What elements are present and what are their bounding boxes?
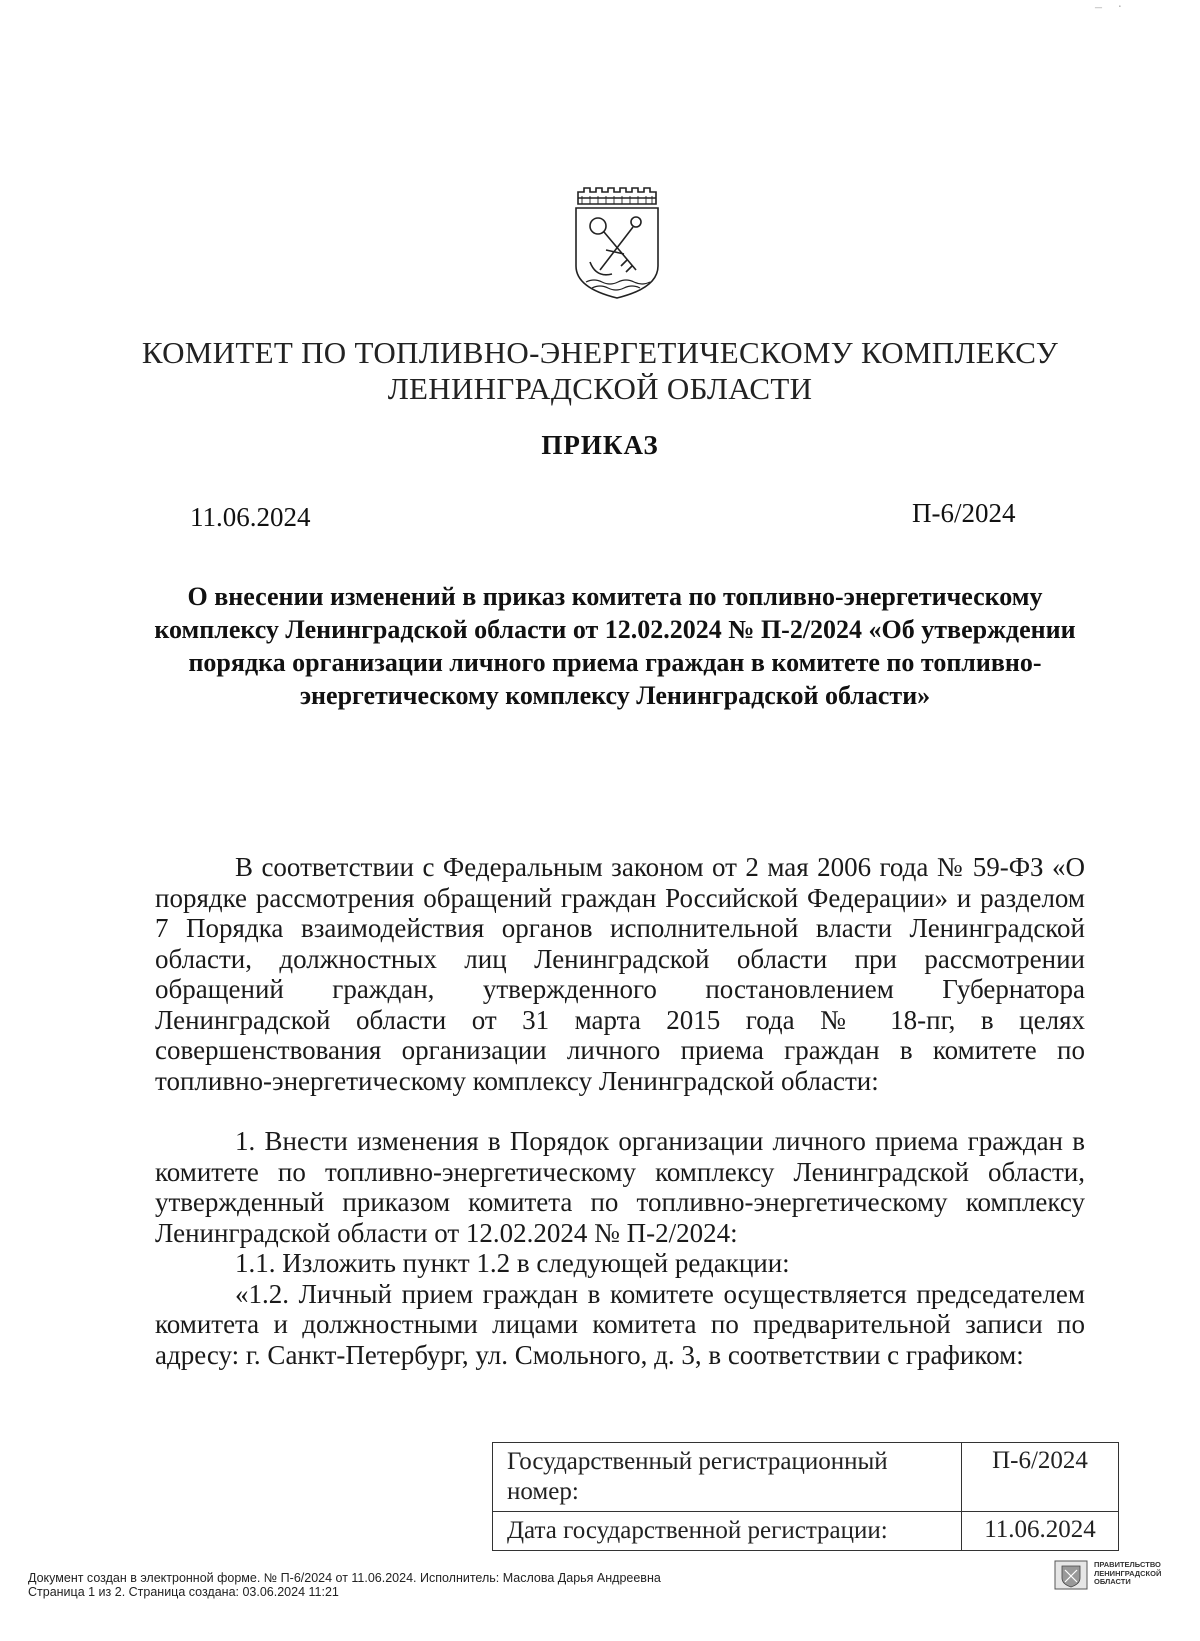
registration-table bbox=[492, 1442, 1119, 1551]
document-footer bbox=[28, 1571, 661, 1599]
body-paragraph-preamble: В соответствии с Федеральным законом от 2 мая 2006 года № 59-ФЗ «О порядке рассмотрения обращений граждан Российской Федерации» и разделом 7 Порядка взаимодействия органов исполнительной власти Ленинградской области, должностных лиц Ленинградской области при рассмотрении обращений граждан, утвержденного постановлением Губернатора Ленинградской области от 31 марта 2015 года № 18-пг, в целях совершенствования организации личного приема граждан в комитете по топливно-энергетическому комплексу Ленинградской области: bbox=[155, 852, 1085, 1096]
title-line4: энергетическому комплексу Ленинградской области» bbox=[299, 681, 931, 710]
organization-name-line2: ЛЕНИНГРАДСКОЙ ОБЛАСТИ bbox=[387, 371, 813, 406]
government-label-line2: ЛЕНИНГРАДСКОЙ bbox=[1094, 1568, 1162, 1578]
title-line1: О внесении изменений в приказ комитета по топливно-энергетическому bbox=[187, 582, 1043, 611]
government-label-line3: ОБЛАСТИ bbox=[1094, 1577, 1131, 1586]
body-paragraph-item1-1: 1.1. Изложить пункт 1.2 в следующей редакции: bbox=[235, 1248, 790, 1278]
document-number: П-6/2024 bbox=[912, 498, 1016, 528]
title-line3: порядка организации личного приема граждан в комитете по топливно- bbox=[188, 648, 1042, 677]
scan-mark: ‒ · bbox=[1095, 0, 1129, 15]
title-line2: комплексу Ленинградской области от 12.02.2024 № П-2/2024 «Об утверждении bbox=[154, 615, 1076, 644]
registration-date-row bbox=[493, 1512, 1119, 1551]
body-paragraph-item1: 1. Внести изменения в Порядок организации личного приема граждан в комитете по топливно-энергетическому комплексу Ленинградской области, утвержденный приказом комитета по топливно-энергетическому комплексу Ленинградской области от 12.02.2024 № П-2/2024: bbox=[155, 1126, 1085, 1248]
government-label bbox=[1094, 1561, 1174, 1587]
coat-of-arms-icon bbox=[572, 184, 662, 302]
registration-number-row bbox=[493, 1443, 1119, 1512]
organization-name bbox=[100, 335, 1100, 407]
government-emblem-icon bbox=[1054, 1560, 1088, 1590]
registration-date-value: 11.06.2024 bbox=[962, 1512, 1119, 1551]
document-title bbox=[120, 580, 1110, 712]
body-paragraph-item1-2: «1.2. Личный прием граждан в комитете осуществляется председателем комитета и должностными лицами комитета по предварительной записи по адресу: г. Санкт-Петербург, ул. Смольного, д. 3, в соответствии с графиком: bbox=[155, 1278, 1085, 1370]
government-label-line1: ПРАВИТЕЛЬСТВО bbox=[1094, 1560, 1161, 1569]
registration-date-label: Дата государственной регистрации: bbox=[493, 1512, 962, 1551]
organization-name-line1: КОМИТЕТ ПО ТОПЛИВНО-ЭНЕРГЕТИЧЕСКОМУ КОМПЛЕКСУ bbox=[141, 335, 1059, 370]
document-date: 11.06.2024 bbox=[190, 502, 311, 532]
document-type: ПРИКАЗ bbox=[541, 430, 659, 460]
document-body bbox=[155, 852, 1085, 1370]
registration-number-label: Государственный регистрационный номер: bbox=[493, 1443, 962, 1512]
footer-line2: Страница 1 из 2. Страница создана: 03.06.2024 11:21 bbox=[28, 1585, 339, 1599]
footer-line1: Документ создан в электронной форме. № П-6/2024 от 11.06.2024. Исполнитель: Маслова Дарья Андреевна bbox=[28, 1571, 661, 1585]
registration-number-value: П-6/2024 bbox=[962, 1443, 1119, 1512]
